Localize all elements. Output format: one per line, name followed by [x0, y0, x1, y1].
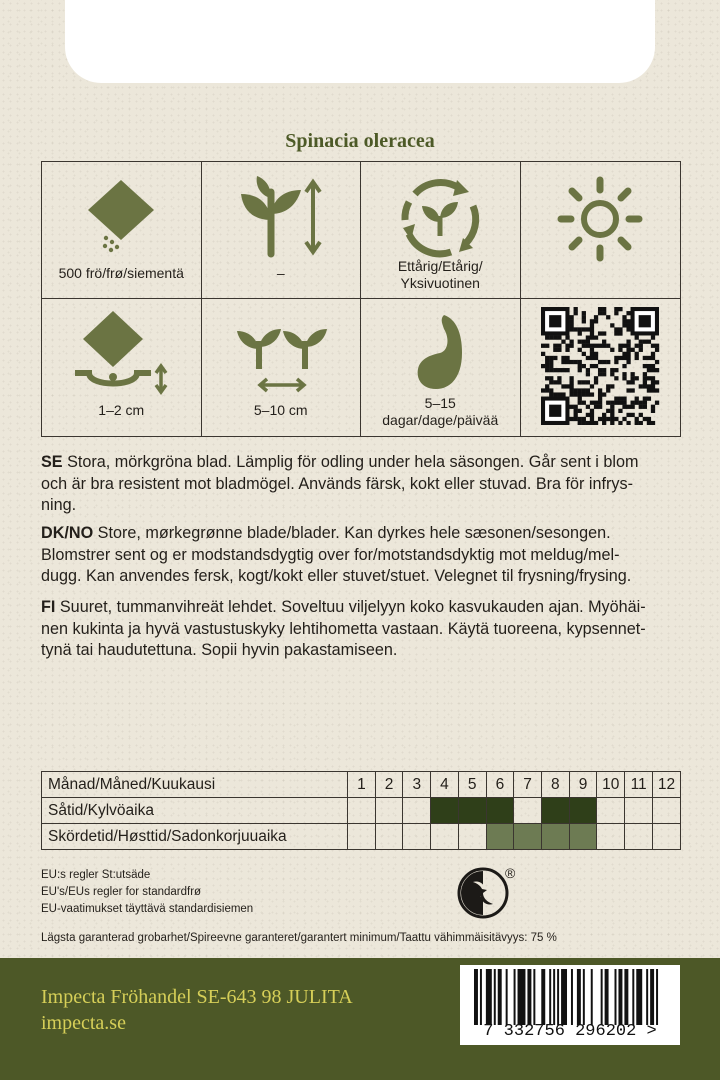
sowing-month-6 [486, 798, 514, 824]
description-se [41, 452, 681, 517]
icon-grid [41, 161, 681, 437]
sowing-month-5 [458, 798, 486, 824]
eu-rule-fi: EU-vaatimukset täyttävä standardisiemen [41, 903, 254, 915]
sun-icon [555, 174, 645, 264]
description-dk-no [41, 523, 681, 588]
germination-caption-1: 5–15 [424, 395, 456, 411]
sowing-label: Såtid/Kylvöaika [42, 798, 348, 824]
sowing-month-1 [348, 798, 376, 824]
qr-code[interactable] [540, 307, 660, 425]
lifecycle-cell [361, 162, 521, 299]
harvest-month-5 [458, 824, 486, 850]
barcode-number: 7 332756 296202 > [483, 1022, 657, 1041]
sowing-month-12 [653, 798, 681, 824]
harvest-month-2 [375, 824, 403, 850]
annual-cycle-icon [395, 172, 485, 262]
height-caption: – [276, 265, 285, 281]
harvest-month-3 [403, 824, 431, 850]
sowing-month-7 [514, 798, 542, 824]
height-cell [202, 162, 362, 299]
harvest-row [42, 824, 681, 850]
se-line-1: Stora, mörkgröna blad. Lämplig för odling under hela säsongen. Går sent i blom [62, 453, 639, 471]
harvest-month-9 [569, 824, 597, 850]
harvest-month-10 [597, 824, 625, 850]
harvest-month-4 [431, 824, 459, 850]
month-1: 1 [348, 772, 376, 798]
species-name: Spinacia oleracea [285, 130, 435, 152]
germination-rate: Lägsta garanterad grobarhet/Spireevne garanteret/garantert minimum/Taattu vähimmäisitävyys: 75 % [41, 932, 557, 944]
sowing-depth-icon [71, 307, 171, 397]
company-address: Impecta Fröhandel SE-643 98 JULITA [41, 986, 353, 1008]
sowing-month-2 [375, 798, 403, 824]
germination-cell [361, 299, 521, 436]
depth-cell [42, 299, 202, 436]
spacing-caption: 5–10 cm [253, 402, 308, 418]
dk-line-2: Blomstrer sent og er modstandsdygtig over for/motstandsdyktig mot meldug/mel- [41, 545, 620, 564]
se-line-2: och är bra resistent mot bladmögel. Används färsk, kokt eller stuvad. Bra för infrys- [41, 474, 633, 493]
sowing-month-9 [569, 798, 597, 824]
calendar-header-row [42, 772, 681, 798]
month-label: Månad/Måned/Kuukausi [42, 772, 348, 798]
spacing-cell [202, 299, 362, 436]
hang-hole [65, 0, 655, 83]
germination-seed-icon [400, 309, 480, 399]
month-9: 9 [569, 772, 597, 798]
sun-cell [521, 162, 681, 299]
depth-caption: 1–2 cm [98, 402, 145, 418]
lifecycle-caption-1: Ettårig/Etårig/ [397, 258, 483, 274]
plant-height-icon [231, 172, 331, 262]
month-11: 11 [625, 772, 653, 798]
sowing-month-10 [597, 798, 625, 824]
dk-line-3: dugg. Kan anvendes fersk, kogt/kokt eller stuvet/stuet. Velegnet til frysning/frysing. [41, 567, 632, 585]
lang-code-fi: FI [41, 598, 56, 616]
fi-line-3: tynä tai haudutettuna. Sopii hyvin pakastamiseen. [41, 641, 398, 659]
month-8: 8 [541, 772, 569, 798]
month-10: 10 [597, 772, 625, 798]
month-6: 6 [486, 772, 514, 798]
harvest-label: Skördetid/Høsttid/Sadonkorjuuaika [42, 824, 348, 850]
fi-line-2: nen kukinta ja hyvä vastustuskyky lehtihometta vastaan. Käytä tuoreena, kypsennet- [41, 619, 646, 638]
harvest-month-1 [348, 824, 376, 850]
harvest-month-7 [514, 824, 542, 850]
seed-packet-icon [76, 176, 166, 256]
lang-code-dk-no: DK/NO [41, 524, 94, 542]
barcode [460, 965, 680, 1045]
sowing-month-4 [431, 798, 459, 824]
harvest-month-12 [653, 824, 681, 850]
sowing-month-3 [403, 798, 431, 824]
registered-mark: ® [505, 865, 516, 881]
month-7: 7 [514, 772, 542, 798]
month-5: 5 [458, 772, 486, 798]
eu-rule-dk-no: EU's/EUs regler for standardfrø [41, 886, 202, 898]
harvest-month-11 [625, 824, 653, 850]
se-line-3: ning. [41, 496, 77, 514]
month-12: 12 [653, 772, 681, 798]
description-fi [41, 597, 681, 662]
sowing-calendar [41, 771, 681, 850]
plant-spacing-icon [231, 313, 331, 403]
sowing-row [42, 798, 681, 824]
seeds-cell [42, 162, 202, 299]
barcode-bars [468, 969, 668, 1025]
germination-caption-2: dagar/dage/päivää [382, 412, 499, 428]
month-3: 3 [403, 772, 431, 798]
qr-cell[interactable] [521, 299, 681, 436]
month-4: 4 [431, 772, 459, 798]
sowing-month-11 [625, 798, 653, 824]
month-2: 2 [375, 772, 403, 798]
sowing-month-8 [541, 798, 569, 824]
seeds-caption: 500 frö/frø/siementä [58, 265, 184, 281]
dk-line-1: Store, mørkegrønne blade/blader. Kan dyrkes hele sæsonen/sesongen. [93, 524, 611, 542]
company-website[interactable]: impecta.se [41, 1012, 126, 1034]
lang-code-se: SE [41, 453, 63, 471]
harvest-month-8 [541, 824, 569, 850]
fi-line-1: Suuret, tummanvihreät lehdet. Soveltuu viljelyyn koko kasvukauden ajan. Myöhäi- [55, 598, 646, 616]
harvest-month-6 [486, 824, 514, 850]
eu-rule-se: EU:s regler St:utsäde [41, 869, 151, 881]
lifecycle-caption-2: Yksivuotinen [400, 275, 480, 291]
